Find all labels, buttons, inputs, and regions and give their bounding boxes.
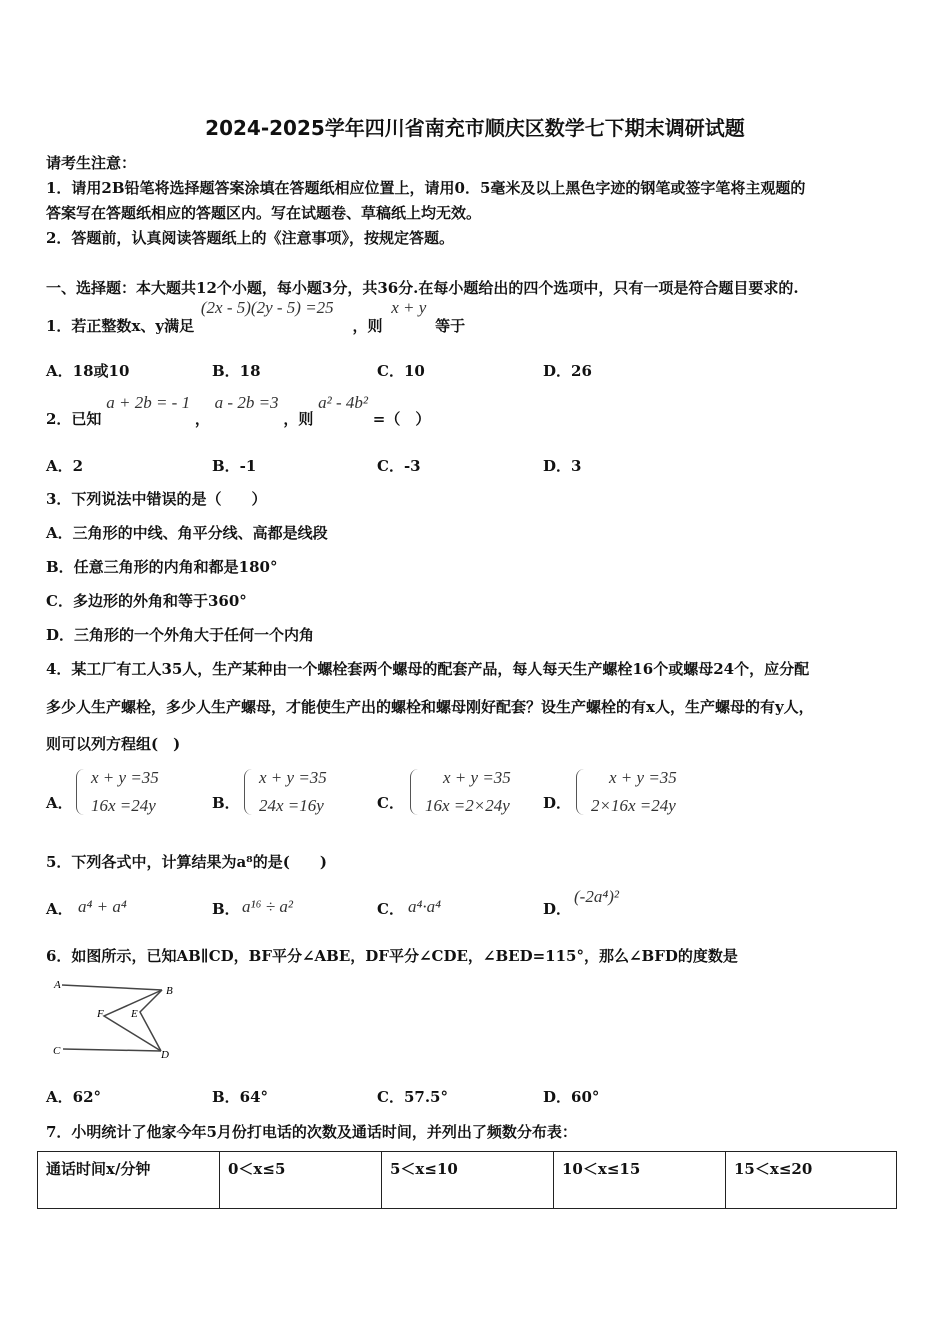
- q4-system-d: [576, 764, 677, 820]
- q4-system-c-eq-1: x + y =35: [443, 768, 511, 787]
- q1-equation: (2x - 5)(2y - 5) =25: [200, 298, 334, 317]
- q1-post: 等于: [435, 317, 466, 335]
- notice-line-1: 1．请用2B铅笔将选择题答案涂填在答题纸相应位置上，请用0．5毫米及以上黑色字迹的钢笔或签字笔将主观题的: [46, 179, 806, 197]
- q3-option-a: A．三角形的中线、角平分线、高都是线段: [46, 524, 328, 542]
- question-4-line-2: 多少人生产螺栓，多少人生产螺母，才能使生产出的螺栓和螺母刚好配套？设生产螺栓的有x人，生产螺母的有y人，: [46, 698, 814, 716]
- q4-system-a: [76, 764, 159, 820]
- q2-equation-1: a + 2b = - 1: [106, 393, 191, 412]
- frequency-table: [37, 1151, 897, 1209]
- q4-system-d-eq-1: x + y =35: [609, 768, 677, 787]
- q4-label-c: C．: [377, 794, 404, 812]
- q1-pre: 1．若正整数x、y满足: [46, 317, 195, 335]
- q2-post: =（ ）: [372, 410, 431, 428]
- notice-heading: 请考生注意：: [46, 154, 137, 172]
- q4-label-a: A．: [46, 794, 73, 812]
- q6-option-b: B．64°: [212, 1088, 269, 1106]
- q4-system-c-eq-2: 16x =2×24y: [425, 796, 510, 815]
- table-header-cell: 15＜x≤20: [726, 1152, 897, 1209]
- q4-system-b-eq-1: x + y =35: [259, 768, 327, 787]
- q1-mid: ，则: [352, 317, 383, 335]
- question-6-stem: 6．如图所示，已知AB∥CD，BF平分∠ABE，DF平分∠CDE，∠BED=115°，那么∠BFD的度数是: [46, 947, 738, 965]
- q2-option-b: B．-1: [212, 457, 257, 475]
- q4-label-b: B．: [212, 794, 240, 812]
- page-title: 2024-2025学年四川省南充市顺庆区数学七下期末调研试题: [205, 116, 745, 140]
- q1-option-a: A．18或10: [46, 362, 130, 380]
- q1-option-b: B．18: [212, 362, 261, 380]
- q5-label-d: D．: [543, 900, 572, 918]
- q2-expression: a² - 4b²: [318, 393, 368, 412]
- notice-line-3: 2．答题前，认真阅读答题纸上的《注意事项》，按规定答题。: [46, 229, 454, 247]
- q2-pre: 2．已知: [46, 410, 102, 428]
- question-5-stem: 5．下列各式中，计算结果为a⁸的是( ): [46, 853, 327, 871]
- q5-expr-a: a⁴ + a⁴: [78, 897, 127, 916]
- table-header-cell: 通话时间x/分钟: [38, 1152, 220, 1209]
- question-2: [46, 393, 431, 428]
- q2-mid: ，则: [283, 410, 314, 428]
- q4-system-a-eq-2: 16x =24y: [91, 796, 156, 815]
- q2-option-c: C．-3: [377, 457, 421, 475]
- q6-point-e: E: [131, 1008, 138, 1020]
- q6-point-c: C: [53, 1045, 61, 1057]
- q2-option-a: A．2: [46, 457, 84, 475]
- q5-expr-c: a⁴·a⁴: [408, 897, 442, 916]
- question-4-line-1: 4．某工厂有工人35人，生产某种由一个螺栓套两个螺母的配套产品，每人每天生产螺栓16个或螺母24个，应分配: [46, 660, 810, 678]
- q5-expr-b: a¹⁶ ÷ a²: [242, 897, 293, 916]
- q3-option-c: C．多边形的外角和等于360°: [46, 592, 247, 610]
- q6-option-c: C．57.5°: [377, 1088, 448, 1106]
- section-1-heading: 一、选择题：本大题共12个小题，每小题3分，共36分.在每小题给出的四个选项中，只有一项是符合题目要求的.: [46, 279, 799, 297]
- q5-expr-d: (-2a⁴)²: [574, 887, 619, 906]
- q2-equation-2: a - 2b =3: [214, 393, 279, 412]
- q6-point-a: A: [54, 979, 61, 991]
- q6-point-f: F: [97, 1008, 104, 1020]
- table-header-cell: 0＜x≤5: [220, 1152, 382, 1209]
- q5-label-c: C．: [377, 900, 404, 918]
- q5-label-a: A．: [46, 900, 73, 918]
- q4-system-b-eq-2: 24x =16y: [259, 796, 324, 815]
- q4-label-d: D．: [543, 794, 572, 812]
- q3-option-d: D．三角形的一个外角大于任何一个内角: [46, 626, 315, 644]
- q2-separator: ，: [194, 410, 210, 428]
- q5-label-b: B．: [212, 900, 240, 918]
- q6-point-d: D: [161, 1049, 169, 1061]
- q4-system-b: [244, 764, 327, 820]
- question-4-line-3: 则可以列方程组( ): [46, 735, 181, 753]
- table-header-cell: 5＜x≤10: [382, 1152, 554, 1209]
- table-header-cell: 10＜x≤15: [554, 1152, 726, 1209]
- q1-expression: x + y: [391, 298, 427, 317]
- q4-system-a-eq-1: x + y =35: [91, 768, 159, 787]
- question-1: [46, 298, 466, 335]
- question-3-stem: 3．下列说法中错误的是（ ）: [46, 490, 267, 508]
- q3-option-b: B．任意三角形的内角和都是180°: [46, 558, 278, 576]
- q6-figure: [48, 976, 188, 1066]
- q6-point-b: B: [166, 985, 173, 997]
- q6-option-d: D．60°: [543, 1088, 600, 1106]
- q1-option-d: D．26: [543, 362, 592, 380]
- q6-option-a: A．62°: [46, 1088, 102, 1106]
- q2-option-d: D．3: [543, 457, 582, 475]
- notice-line-2: 答案写在答题纸相应的答题区内。写在试题卷、草稿纸上均无效。: [46, 204, 482, 222]
- q1-option-c: C．10: [377, 362, 425, 380]
- question-7-stem: 7．小明统计了他家今年5月份打电话的次数及通话时间，并列出了频数分布表：: [46, 1123, 577, 1141]
- q4-system-c: [410, 764, 511, 820]
- q4-system-d-eq-2: 2×16x =24y: [591, 796, 676, 815]
- table-row: [38, 1152, 897, 1209]
